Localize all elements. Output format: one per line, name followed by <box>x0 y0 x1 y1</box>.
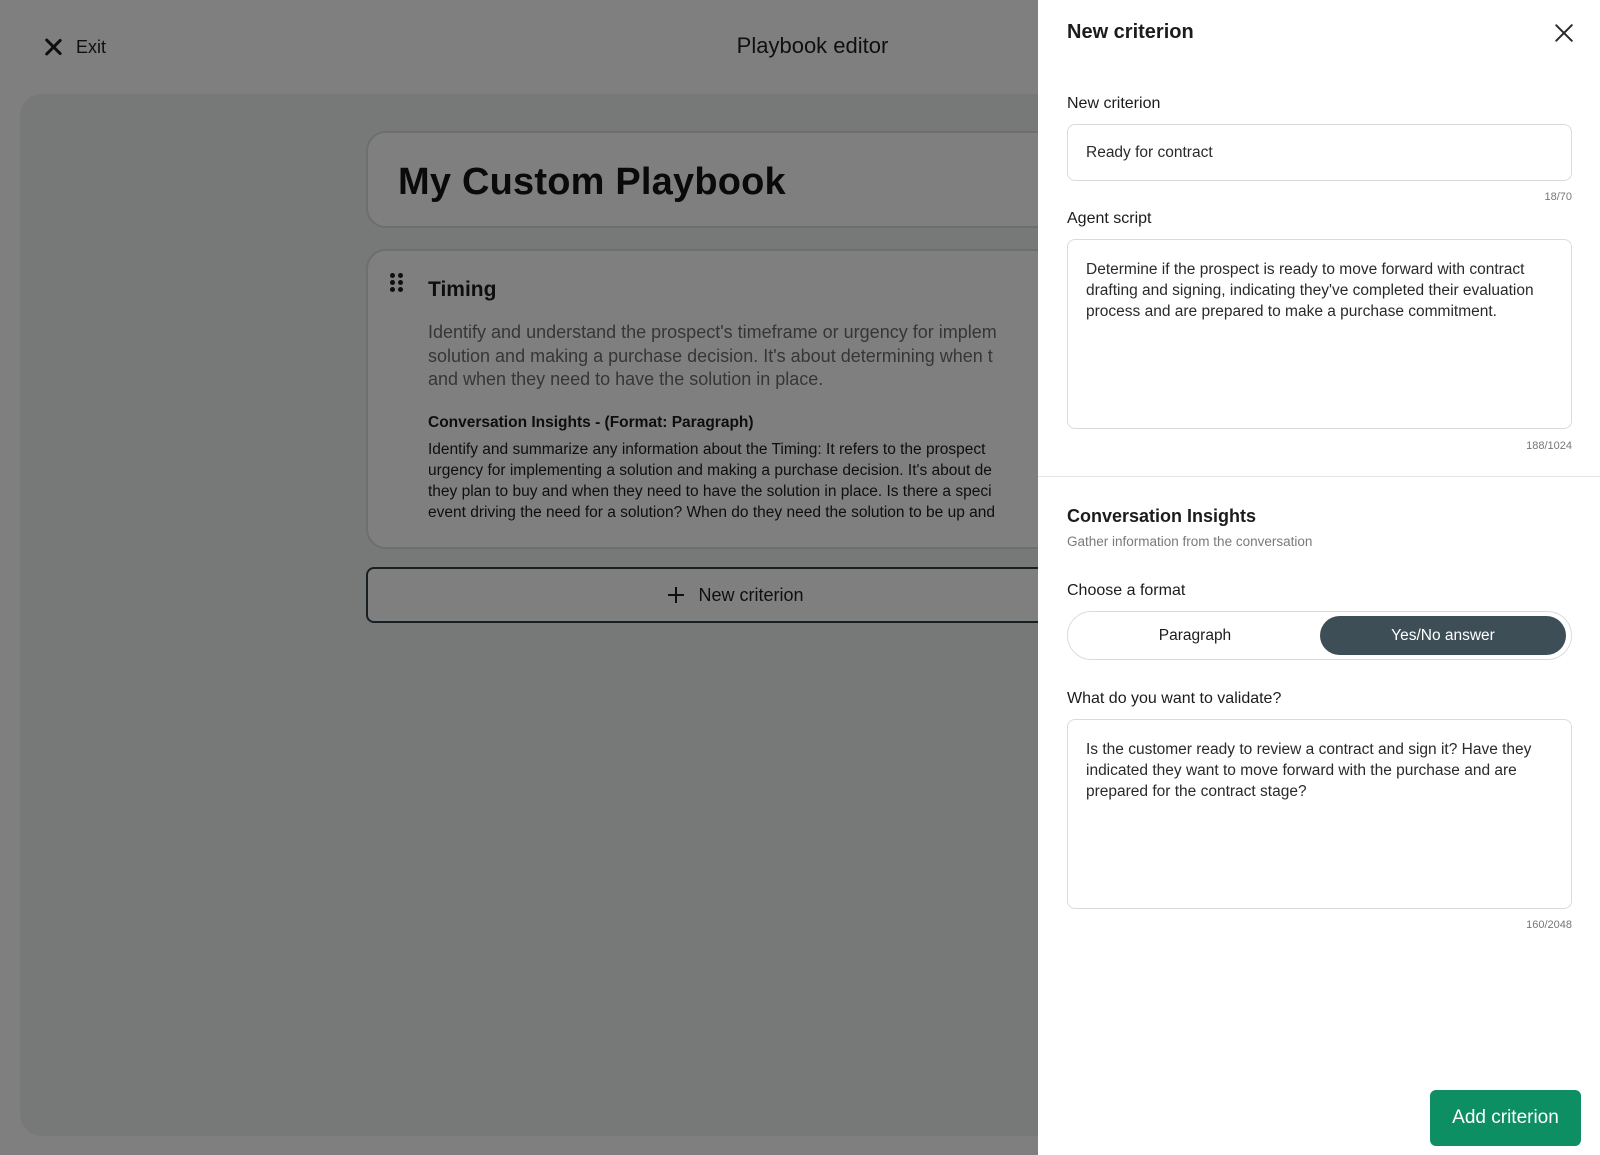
insights-section-subtitle: Gather information from the conversation <box>1067 534 1313 549</box>
criterion-name-input[interactable] <box>1067 124 1572 181</box>
format-toggle <box>1067 611 1572 660</box>
validate-counter: 160/2048 <box>1526 919 1572 931</box>
agent-script-label: Agent script <box>1067 210 1152 227</box>
close-icon[interactable] <box>1553 22 1575 44</box>
format-label: Choose a format <box>1067 582 1186 599</box>
validate-label: What do you want to validate? <box>1067 690 1282 707</box>
panel-title: New criterion <box>1067 21 1194 43</box>
section-divider <box>1038 476 1600 477</box>
criterion-name-label: New criterion <box>1067 95 1161 112</box>
criterion-name-counter: 18/70 <box>1544 191 1572 203</box>
add-criterion-button[interactable]: Add criterion <box>1430 1090 1581 1146</box>
agent-script-textarea[interactable] <box>1067 239 1572 429</box>
format-option-paragraph[interactable]: Paragraph <box>1158 626 1232 644</box>
agent-script-counter: 188/1024 <box>1526 440 1572 452</box>
format-option-yes-no[interactable]: Yes/No answer <box>1320 616 1566 655</box>
insights-section-title: Conversation Insights <box>1067 506 1257 526</box>
new-criterion-panel <box>1038 0 1600 1155</box>
validate-textarea[interactable] <box>1067 719 1572 909</box>
